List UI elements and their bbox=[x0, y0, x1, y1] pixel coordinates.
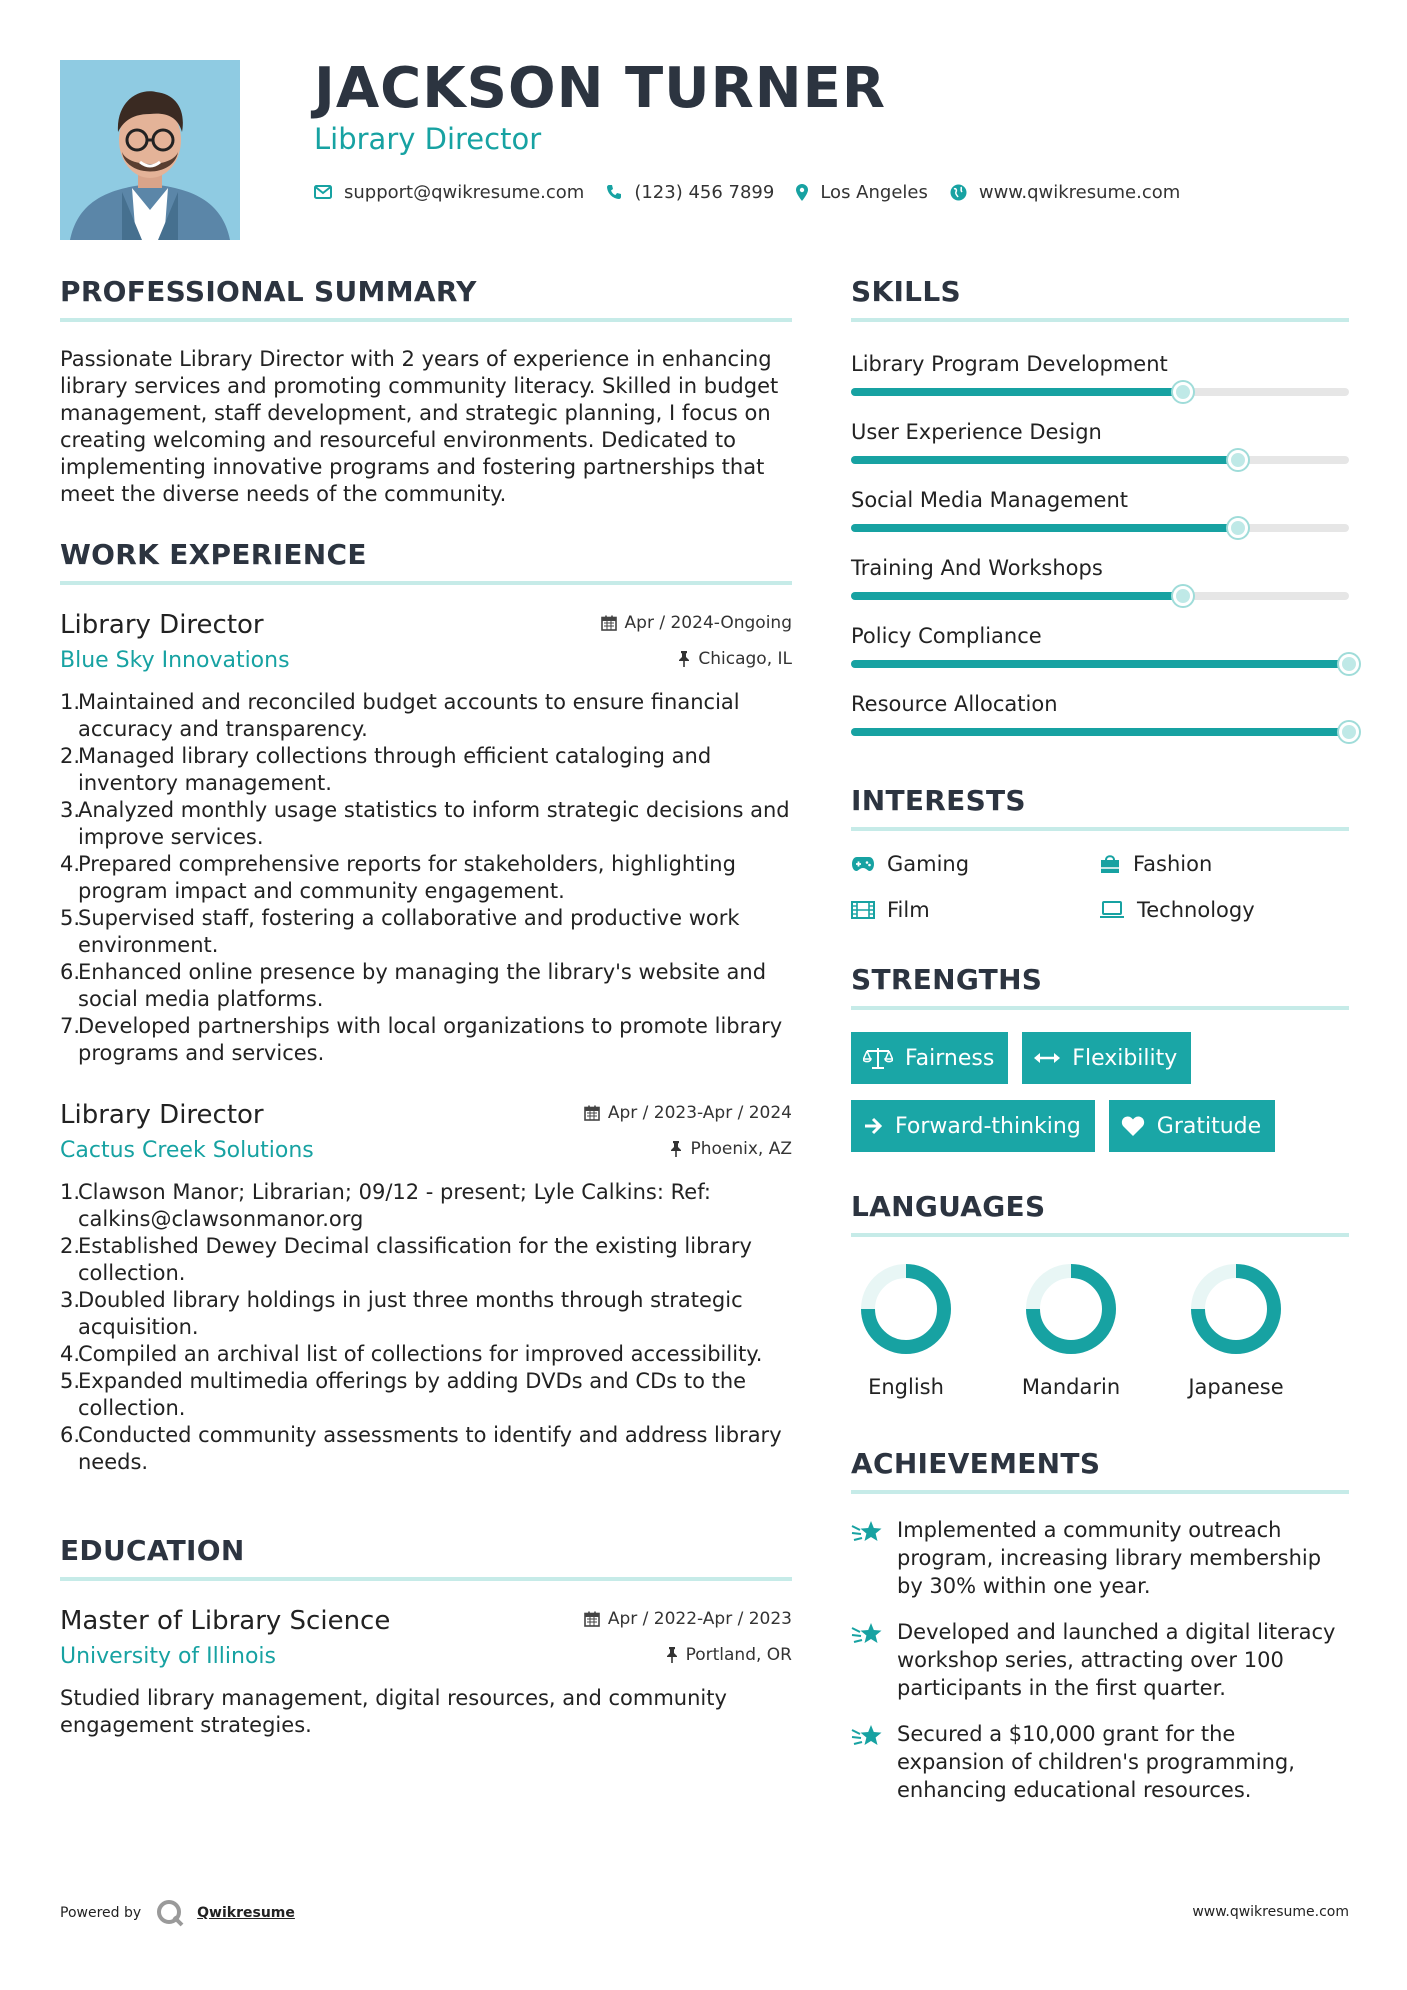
skill-bar-fill bbox=[851, 728, 1349, 736]
candidate-title: Library Director bbox=[314, 122, 542, 156]
skill-bar-fill bbox=[851, 456, 1238, 464]
skill-name: Library Program Development bbox=[851, 352, 1168, 376]
job-title: Library Director bbox=[60, 610, 264, 640]
education-date-text: Apr / 2022-Apr / 2023 bbox=[607, 1609, 792, 1629]
experience-heading: WORK EXPERIENCE bbox=[60, 538, 792, 585]
list-item-text: Maintained and reconciled budget accounts to ensure financial accuracy and transparency. bbox=[78, 690, 740, 741]
contact-email-text: support@qwikresume.com bbox=[344, 181, 585, 203]
achievements-heading: ACHIEVEMENTS bbox=[851, 1447, 1349, 1494]
envelope-icon bbox=[314, 185, 332, 199]
list-item-text: Expanded multimedia offerings by adding DVDs and CDs to the collection. bbox=[78, 1369, 747, 1420]
list-item-text: Prepared comprehensive reports for stakeholders, highlighting program impact and community engagement. bbox=[78, 852, 736, 903]
job-location bbox=[670, 1139, 792, 1159]
strengths-list bbox=[851, 1032, 1349, 1152]
job-location-text: Chicago, IL bbox=[698, 649, 792, 669]
gamepad-icon bbox=[851, 856, 875, 872]
list-item: 4. Prepared comprehensive reports for stakeholders, highlighting program impact and community engagement. bbox=[60, 852, 736, 903]
skill-bar bbox=[851, 388, 1349, 396]
qwikresume-logo-icon bbox=[155, 1898, 185, 1928]
laptop-icon bbox=[1099, 901, 1125, 919]
job-location-text: Phoenix, AZ bbox=[690, 1139, 792, 1159]
language-item bbox=[1016, 1259, 1181, 1401]
list-item-text: Conducted community assessments to identify and address library needs. bbox=[78, 1423, 782, 1474]
skill-item bbox=[851, 554, 1349, 600]
school-name: University of Illinois bbox=[60, 1644, 276, 1669]
skills-list bbox=[851, 350, 1349, 736]
education-location bbox=[666, 1645, 792, 1665]
shopping-bag-icon bbox=[1099, 854, 1121, 874]
education-location-text: Portland, OR bbox=[685, 1645, 792, 1665]
list-item-text: Established Dewey Decimal classification for the existing library collection. bbox=[78, 1234, 752, 1285]
skill-item bbox=[851, 622, 1349, 668]
skill-bar bbox=[851, 660, 1349, 668]
strength-chip bbox=[1022, 1032, 1191, 1084]
candidate-name: JACKSON TURNER bbox=[314, 56, 887, 121]
skill-item bbox=[851, 486, 1349, 532]
job-company: Blue Sky Innovations bbox=[60, 648, 290, 673]
list-item-text: Enhanced online presence by managing the library's website and social media platforms. bbox=[78, 960, 767, 1011]
degree-title: Master of Library Science bbox=[60, 1606, 391, 1636]
skill-name: Training And Workshops bbox=[851, 556, 1103, 580]
language-name: English bbox=[868, 1375, 944, 1399]
job-date-text: Apr / 2023-Apr / 2024 bbox=[607, 1103, 792, 1123]
pushpin-icon bbox=[666, 1647, 678, 1663]
skill-bar-knob bbox=[1339, 654, 1359, 674]
job-title: Library Director bbox=[60, 1100, 264, 1130]
strength-label: Gratitude bbox=[1156, 1113, 1262, 1139]
powered-by-label: Powered by bbox=[60, 1905, 142, 1921]
contact-website[interactable] bbox=[950, 182, 1180, 203]
skill-item bbox=[851, 350, 1349, 396]
balance-scale-icon bbox=[863, 1046, 893, 1070]
job-location bbox=[678, 649, 792, 669]
list-item: 2. Established Dewey Decimal classification for the existing library collection. bbox=[60, 1234, 752, 1285]
footer-powered-by bbox=[60, 1898, 295, 1928]
list-item: 4. Compiled an archival list of collections for improved accessibility. bbox=[60, 1342, 763, 1366]
list-item: 5. Supervised staff, fostering a collaborative and productive work environment. bbox=[60, 906, 740, 957]
interests-list bbox=[851, 851, 1349, 923]
interest-label: Film bbox=[887, 898, 930, 922]
pushpin-icon bbox=[678, 651, 690, 667]
summary-text: Passionate Library Director with 2 years of experience in enhancing library services and promoting community literacy. Skilled in budget management, staff development, and strategic planning, I focus on creating welcoming and resourceful environments. Dedicated to implementing innovative programs and fostering partnerships that meet the diverse needs of the community. bbox=[60, 347, 779, 506]
contact-bar bbox=[314, 178, 1202, 206]
skill-name: Policy Compliance bbox=[851, 624, 1042, 648]
achievement-item bbox=[851, 1720, 1349, 1804]
list-item-text: Clawson Manor; Librarian; 09/12 - present; Lyle Calkins: Ref: calkins@clawsonmanor.org bbox=[78, 1180, 711, 1231]
achievements-list bbox=[851, 1516, 1349, 1804]
language-level-ring bbox=[1021, 1259, 1121, 1359]
skill-bar-knob bbox=[1228, 518, 1248, 538]
achievement-text: Developed and launched a digital literacy workshop series, attracting over 100 participants in the first quarter. bbox=[897, 1620, 1336, 1700]
interest-label: Technology bbox=[1137, 898, 1255, 922]
list-item-text: Compiled an archival list of collections for improved accessibility. bbox=[78, 1342, 763, 1366]
summary-heading: PROFESSIONAL SUMMARY bbox=[60, 275, 792, 322]
list-item-text: Doubled library holdings in just three months through strategic acquisition. bbox=[78, 1288, 743, 1339]
interest-item bbox=[1099, 851, 1347, 877]
contact-phone[interactable] bbox=[606, 182, 774, 203]
list-item-text: Developed partnerships with local organizations to promote library programs and services. bbox=[78, 1014, 783, 1065]
skill-item bbox=[851, 418, 1349, 464]
job-company: Cactus Creek Solutions bbox=[60, 1138, 314, 1163]
strength-chip bbox=[851, 1100, 1095, 1152]
strength-label: Forward-thinking bbox=[895, 1113, 1081, 1139]
education-entry bbox=[60, 1605, 792, 1739]
education-heading: EDUCATION bbox=[60, 1534, 792, 1581]
achievement-item bbox=[851, 1618, 1349, 1702]
skill-bar bbox=[851, 456, 1349, 464]
left-column bbox=[60, 275, 792, 1739]
interest-label: Fashion bbox=[1133, 852, 1213, 876]
shooting-star-icon bbox=[851, 1724, 883, 1750]
language-level-ring bbox=[1186, 1259, 1286, 1359]
right-column bbox=[851, 275, 1349, 1804]
language-item bbox=[1181, 1259, 1346, 1401]
skill-bar-knob bbox=[1228, 450, 1248, 470]
education-description: Studied library management, digital resources, and community engagement strategies. bbox=[60, 1686, 727, 1737]
job-date bbox=[584, 1103, 792, 1123]
skill-bar-knob bbox=[1173, 586, 1193, 606]
contact-email[interactable] bbox=[314, 182, 584, 203]
list-item: 7. Developed partnerships with local organizations to promote library programs and services. bbox=[60, 1014, 783, 1065]
calendar-icon bbox=[601, 615, 617, 631]
map-marker-icon bbox=[796, 184, 808, 201]
list-item-text: Supervised staff, fostering a collaborative and productive work environment. bbox=[78, 906, 740, 957]
strength-chip bbox=[1109, 1100, 1275, 1152]
skill-bar bbox=[851, 524, 1349, 532]
globe-icon bbox=[950, 184, 967, 201]
list-item-text: Analyzed monthly usage statistics to inform strategic decisions and improve services. bbox=[78, 798, 790, 849]
list-item: 1. Clawson Manor; Librarian; 09/12 - present; Lyle Calkins: Ref: calkins@clawsonmanor.org bbox=[60, 1180, 711, 1231]
calendar-icon bbox=[584, 1611, 600, 1627]
languages-heading: LANGUAGES bbox=[851, 1190, 1349, 1237]
shooting-star-icon bbox=[851, 1622, 883, 1648]
list-item: 2. Managed library collections through efficient cataloging and inventory management. bbox=[60, 744, 712, 795]
arrows-horizontal-icon bbox=[1034, 1051, 1060, 1065]
list-item: 5. Expanded multimedia offerings by adding DVDs and CDs to the collection. bbox=[60, 1369, 747, 1420]
languages-list bbox=[851, 1259, 1349, 1401]
skills-heading: SKILLS bbox=[851, 275, 1349, 322]
skill-bar bbox=[851, 592, 1349, 600]
language-item bbox=[851, 1259, 1016, 1401]
arrow-right-icon bbox=[863, 1116, 883, 1136]
pushpin-icon bbox=[670, 1141, 682, 1157]
job-entry bbox=[60, 1099, 792, 1476]
education-date bbox=[584, 1609, 792, 1629]
job-date bbox=[601, 613, 792, 633]
list-item-text: Managed library collections through efficient cataloging and inventory management. bbox=[78, 744, 712, 795]
calendar-icon bbox=[584, 1105, 600, 1121]
profile-photo bbox=[60, 60, 240, 240]
skill-bar-knob bbox=[1339, 722, 1359, 742]
job-bullet-list bbox=[60, 1179, 792, 1476]
strength-label: Fairness bbox=[905, 1045, 995, 1071]
qwikresume-link[interactable]: Qwikresume bbox=[197, 1905, 295, 1921]
list-item: 1. Maintained and reconciled budget accounts to ensure financial accuracy and transparency. bbox=[60, 690, 740, 741]
skill-name: User Experience Design bbox=[851, 420, 1102, 444]
heart-icon bbox=[1121, 1115, 1145, 1137]
list-item: 3. Doubled library holdings in just three months through strategic acquisition. bbox=[60, 1288, 743, 1339]
interest-item bbox=[851, 897, 1099, 923]
job-date-text: Apr / 2024-Ongoing bbox=[624, 613, 792, 633]
skill-bar-fill bbox=[851, 660, 1349, 668]
interest-item bbox=[851, 851, 1099, 877]
job-bullet-list bbox=[60, 689, 792, 1067]
job-entry bbox=[60, 609, 792, 1067]
list-item: 6. Conducted community assessments to identify and address library needs. bbox=[60, 1423, 782, 1474]
list-item: 3. Analyzed monthly usage statistics to inform strategic decisions and improve services. bbox=[60, 798, 790, 849]
person-portrait-icon bbox=[60, 60, 240, 240]
footer-website[interactable]: www.qwikresume.com bbox=[1192, 1904, 1349, 1920]
contact-location bbox=[796, 182, 928, 203]
achievement-text: Implemented a community outreach program, increasing library membership by 30% within one year. bbox=[897, 1518, 1322, 1598]
skill-name: Resource Allocation bbox=[851, 692, 1058, 716]
contact-phone-text: (123) 456 7899 bbox=[634, 181, 775, 203]
contact-location-text: Los Angeles bbox=[820, 181, 928, 203]
phone-icon bbox=[606, 184, 622, 200]
language-name: Mandarin bbox=[1021, 1375, 1121, 1399]
contact-website-text: www.qwikresume.com bbox=[978, 181, 1181, 203]
strengths-heading: STRENGTHS bbox=[851, 963, 1349, 1010]
interest-item bbox=[1099, 897, 1347, 923]
film-icon bbox=[851, 901, 875, 919]
strength-label: Flexibility bbox=[1072, 1045, 1178, 1071]
strength-chip bbox=[851, 1032, 1008, 1084]
interest-label: Gaming bbox=[887, 852, 970, 876]
skill-bar-fill bbox=[851, 388, 1183, 396]
skill-bar bbox=[851, 728, 1349, 736]
achievement-text: Secured a $10,000 grant for the expansion of children's programming, enhancing educational resources. bbox=[897, 1722, 1295, 1802]
skill-bar-fill bbox=[851, 592, 1183, 600]
interests-heading: INTERESTS bbox=[851, 784, 1349, 831]
skill-bar-fill bbox=[851, 524, 1238, 532]
skill-name: Social Media Management bbox=[851, 488, 1129, 512]
language-level-ring bbox=[856, 1259, 956, 1359]
language-name: Japanese bbox=[1188, 1375, 1284, 1399]
shooting-star-icon bbox=[851, 1520, 883, 1546]
skill-bar-knob bbox=[1173, 382, 1193, 402]
skill-item bbox=[851, 690, 1349, 736]
list-item: 6. Enhanced online presence by managing the library's website and social media platforms. bbox=[60, 960, 767, 1011]
achievement-item bbox=[851, 1516, 1349, 1600]
